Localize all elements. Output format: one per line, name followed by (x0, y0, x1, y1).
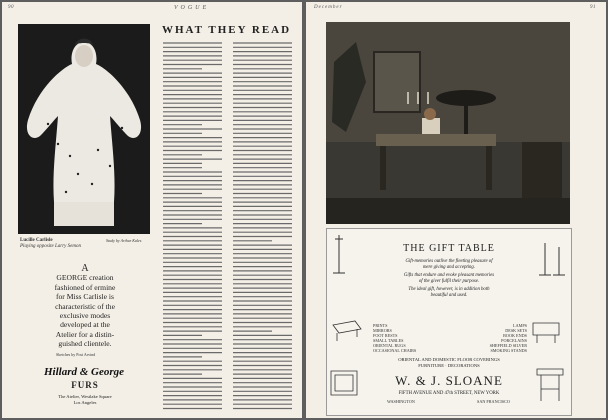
ad-line: exclusive modes (59, 311, 111, 321)
article-column-2 (232, 40, 296, 412)
item: PORCELAINS (501, 338, 527, 343)
item: SHEFFIELD SILVER (489, 343, 527, 348)
items-list-right (475, 323, 527, 353)
ad-line: A (81, 263, 89, 274)
atelier-city: Los Angeles (73, 400, 97, 405)
category-line: ORIENTAL AND DOMESTIC FLOOR COVERINGS (398, 357, 500, 362)
photo-credit: Study by Arthur Kales (106, 238, 142, 243)
article-text-lines (162, 40, 226, 412)
item: ORIENTAL RUGS (373, 343, 406, 348)
item: DESK SETS (505, 328, 527, 333)
lead-line: Gift-memories outlive the fleeting pleasure of (405, 259, 493, 264)
atelier-address: The Atelier, Westlake Square (58, 394, 112, 399)
item: FOOT RESTS (373, 333, 398, 338)
ad-line: for Miss Carlisle is (55, 292, 114, 302)
ad-line: developed at the (60, 320, 110, 330)
gift-table-title: THE GIFT TABLE (403, 243, 495, 254)
ad-line: Atelier for a distin- (55, 329, 115, 339)
article-text-lines (232, 40, 296, 412)
ad-line: characteristic of the (55, 301, 115, 311)
city-right: SAN FRANCISCO (477, 399, 510, 404)
items-list-left (373, 323, 416, 353)
store-address: FIFTH AVENUE AND 47th STREET, NEW YORK (398, 391, 500, 396)
lead-line: mere giving and accepting. (422, 265, 476, 270)
furs-label: FURS (71, 380, 99, 390)
ad-line: fashioned of ermine (54, 282, 116, 292)
city-left: WASHINGTON (387, 399, 415, 404)
item: SMALL TABLES (373, 338, 404, 343)
right-page-number: 91 (590, 5, 596, 10)
item: BOOK ENDS (503, 333, 527, 338)
item: SMOKING STANDS (490, 348, 527, 353)
item: OCCASIONAL CHAIRS (373, 348, 417, 353)
item: PRINTS (373, 323, 388, 328)
gift-table-lead (357, 259, 541, 299)
store-name: W. & J. SLOANE (395, 373, 503, 388)
running-head-title: VOGUE (174, 5, 210, 11)
left-page-number: 90 (8, 5, 14, 10)
left-page (2, 2, 302, 418)
lead-line: The ideal gift, however, is in addition both (408, 287, 490, 292)
george-ad-copy (26, 264, 144, 349)
article-column-1 (162, 40, 226, 412)
photo-caption-name: Lucille Carlisle (20, 238, 53, 243)
ermine-cape-figure-illustration (18, 24, 150, 234)
gift-table-ad (326, 228, 572, 416)
ad-line: guished clientele. (58, 339, 112, 349)
running-head-month: December (314, 5, 343, 10)
item: MIRRORS (373, 328, 392, 333)
sketches-note: Sketches by Post Arvind (56, 352, 96, 357)
lead-line: Gifts that endure and evoke pleasant memories (403, 273, 495, 278)
interior-photo (326, 22, 570, 224)
fashion-photo (18, 24, 150, 234)
item: LAMPS (513, 323, 527, 328)
lead-line: beautiful and used. (430, 293, 468, 298)
photo-caption-subtitle: Playing opposite Larry Semon (20, 244, 81, 249)
room-interior-illustration (326, 22, 570, 224)
lead-line: of the giver fulfil their purpose. (418, 279, 480, 284)
category-line-2: FURNITURE · DECORATIONS (418, 363, 480, 368)
article-heading: WHAT THEY READ (162, 24, 292, 36)
hillard-george-logo: Hillard & George (44, 366, 125, 378)
ad-line: GEORGE creation (56, 273, 114, 283)
right-page (306, 2, 606, 418)
